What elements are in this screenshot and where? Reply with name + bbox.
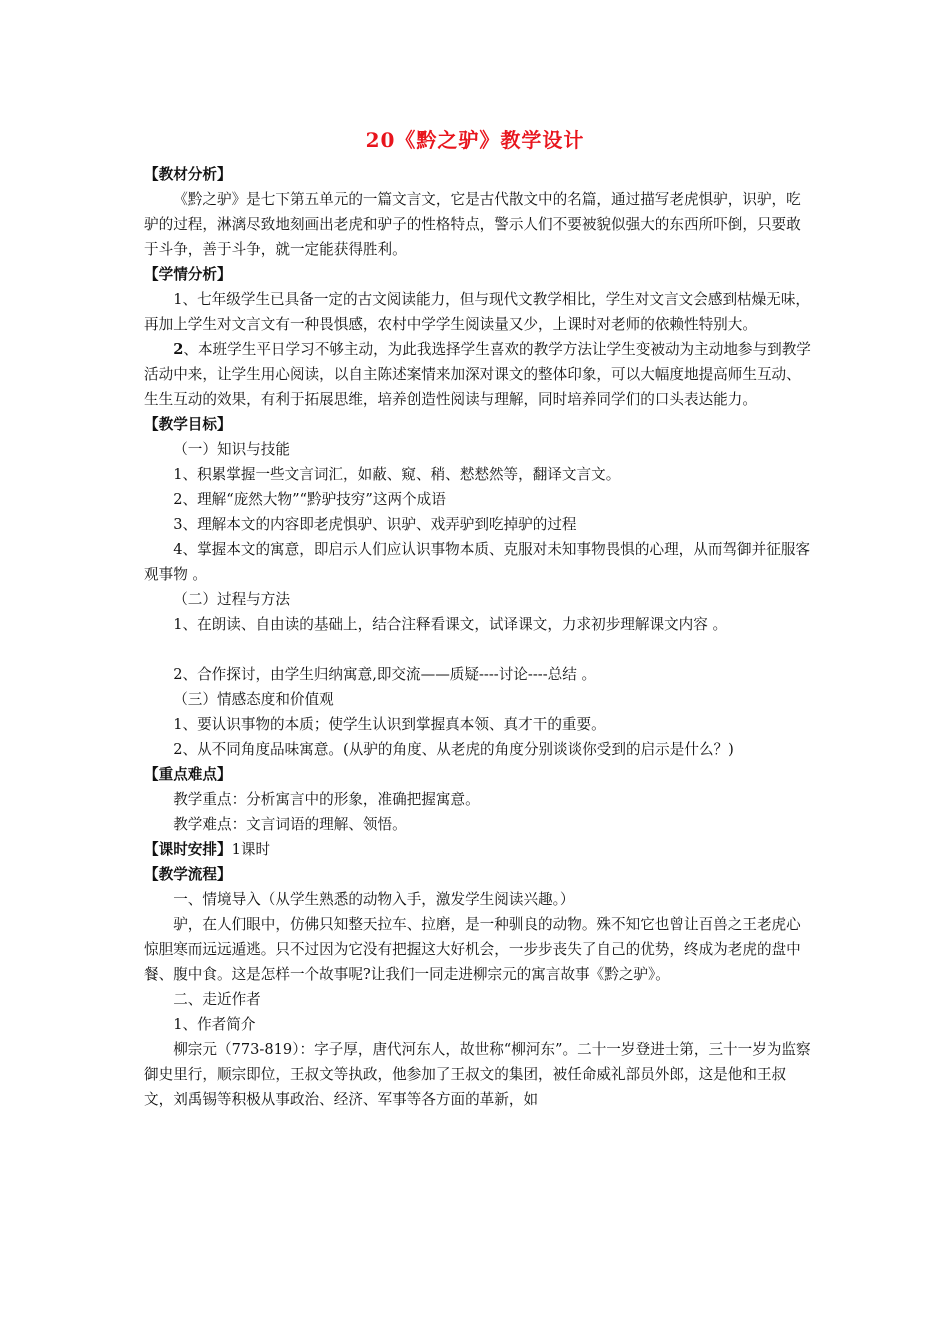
heading-liucheng: 【教学流程】 bbox=[144, 866, 232, 883]
heading-xueqing: 【学情分析】 bbox=[144, 266, 232, 283]
paragraph: 1、七年级学生已具备一定的古文阅读能力，但与现代文教学相比，学生对文言文会感到枯燥无味，再加上学生对文言文有一种畏惧感，农村中学学生阅读量又少，上课时对老师的依赖性特别大。 bbox=[144, 291, 811, 333]
heading-zhongdian: 【重点难点】 bbox=[144, 766, 232, 783]
paragraph bbox=[144, 337, 812, 412]
paragraph: 柳宗元（773-819）：字子厚，唐代河东人，故世称“柳河东”。二十一岁登进士第，三十一岁为监察御史里行，顺宗即位，王叔文等执政，他参加了王叔文的集团，被任命威礼部员外郎，这是他和王叔文，刘禹锡等积极从事政治、经济、军事等各方面的革新，如 bbox=[144, 1041, 811, 1108]
paragraph: 教学重点：分析寓言中的形象，准确把握寓意。 bbox=[173, 791, 480, 808]
list-item: 1、要认识事物的本质；使学生认识到掌握真本领、真才干的重要。 bbox=[173, 716, 606, 733]
paragraph: 1、作者简介 bbox=[173, 1016, 256, 1033]
subheading: （三）情感态度和价值观 bbox=[173, 691, 334, 708]
heading-mubiao: 【教学目标】 bbox=[144, 416, 232, 433]
paragraph: 二、走近作者 bbox=[173, 991, 261, 1008]
heading-jiaocai: 【教材分析】 bbox=[144, 166, 232, 183]
list-item: 1、积累掌握一些文言词汇，如蔽、窥、稍、慭慭然等，翻译文言文。 bbox=[173, 466, 621, 483]
paragraph: 一、情境导入（从学生熟悉的动物入手，激发学生阅读兴趣。） bbox=[173, 891, 575, 908]
list-item: 4、掌握本文的寓意，即启示人们应认识事物本质、克服对未知事物畏惧的心理，从而驾御并征服客观事物 。 bbox=[144, 541, 811, 583]
blank-line bbox=[144, 637, 812, 662]
document-body bbox=[144, 162, 812, 1112]
list-item: 2、从不同角度品味寓意。(从驴的角度、从老虎的角度分别谈谈你受到的启示是什么？) bbox=[173, 741, 734, 758]
paragraph: 《黔之驴》是七下第五单元的一篇文言文，它是古代散文中的名篇，通过描写老虎惧驴，识驴，吃驴的过程，淋漓尽致地刻画出老虎和驴子的性格特点，警示人们不要被貌似强大的东西所吓倒，只要敢于斗争，善于斗争，就一定能获得胜利。 bbox=[144, 191, 801, 258]
keshi-line bbox=[144, 837, 812, 862]
list-item: 1、在朗读、自由读的基础上，结合注释看课文，试译课文，力求初步理解课文内容 。 bbox=[173, 616, 728, 633]
heading-keshi: 【课时安排】 bbox=[144, 841, 232, 858]
keshi-value: 1课时 bbox=[231, 841, 271, 858]
subheading: （二）过程与方法 bbox=[173, 591, 290, 608]
paragraph: 驴，在人们眼中，仿佛只知整天拉车、拉磨，是一种驯良的动物。殊不知它也曾让百兽之王老虎心惊胆寒而远远遁逃。只不过因为它没有把握这大好机会，一步步丧失了自己的优势，终成为老虎的盘中餐、腹中食。这是怎样一个故事呢?让我们一同走进柳宗元的寓言故事《黔之驴》。 bbox=[144, 916, 801, 983]
paragraph: 教学难点：文言词语的理解、领悟。 bbox=[173, 816, 407, 833]
paragraph-text: 、本班学生平日学习不够主动，为此我选择学生喜欢的教学方法让学生变被动为主动地参与到教学活动中来，让学生用心阅读，以自主陈述案情来加深对课文的整体印象，可以大幅度地提高师生互动、生生互动的效果，有利于拓展思维，培养创造性阅读与理解，同时培养同学们的口头表达能力。 bbox=[144, 341, 811, 408]
list-item: 3、理解本文的内容即老虎惧驴、识驴、戏弄驴到吃掉驴的过程 bbox=[173, 516, 577, 533]
paragraph-number: 2 bbox=[173, 341, 184, 358]
subheading: （一）知识与技能 bbox=[173, 441, 290, 458]
list-item: 2、理解“庞然大物”“黔驴技穷”这两个成语 bbox=[173, 491, 446, 508]
document-title: 20《黔之驴》教学设计 bbox=[365, 128, 585, 152]
list-item: 2、合作探讨，由学生归纳寓意,即交流——质疑----讨论----总结 。 bbox=[173, 666, 597, 683]
